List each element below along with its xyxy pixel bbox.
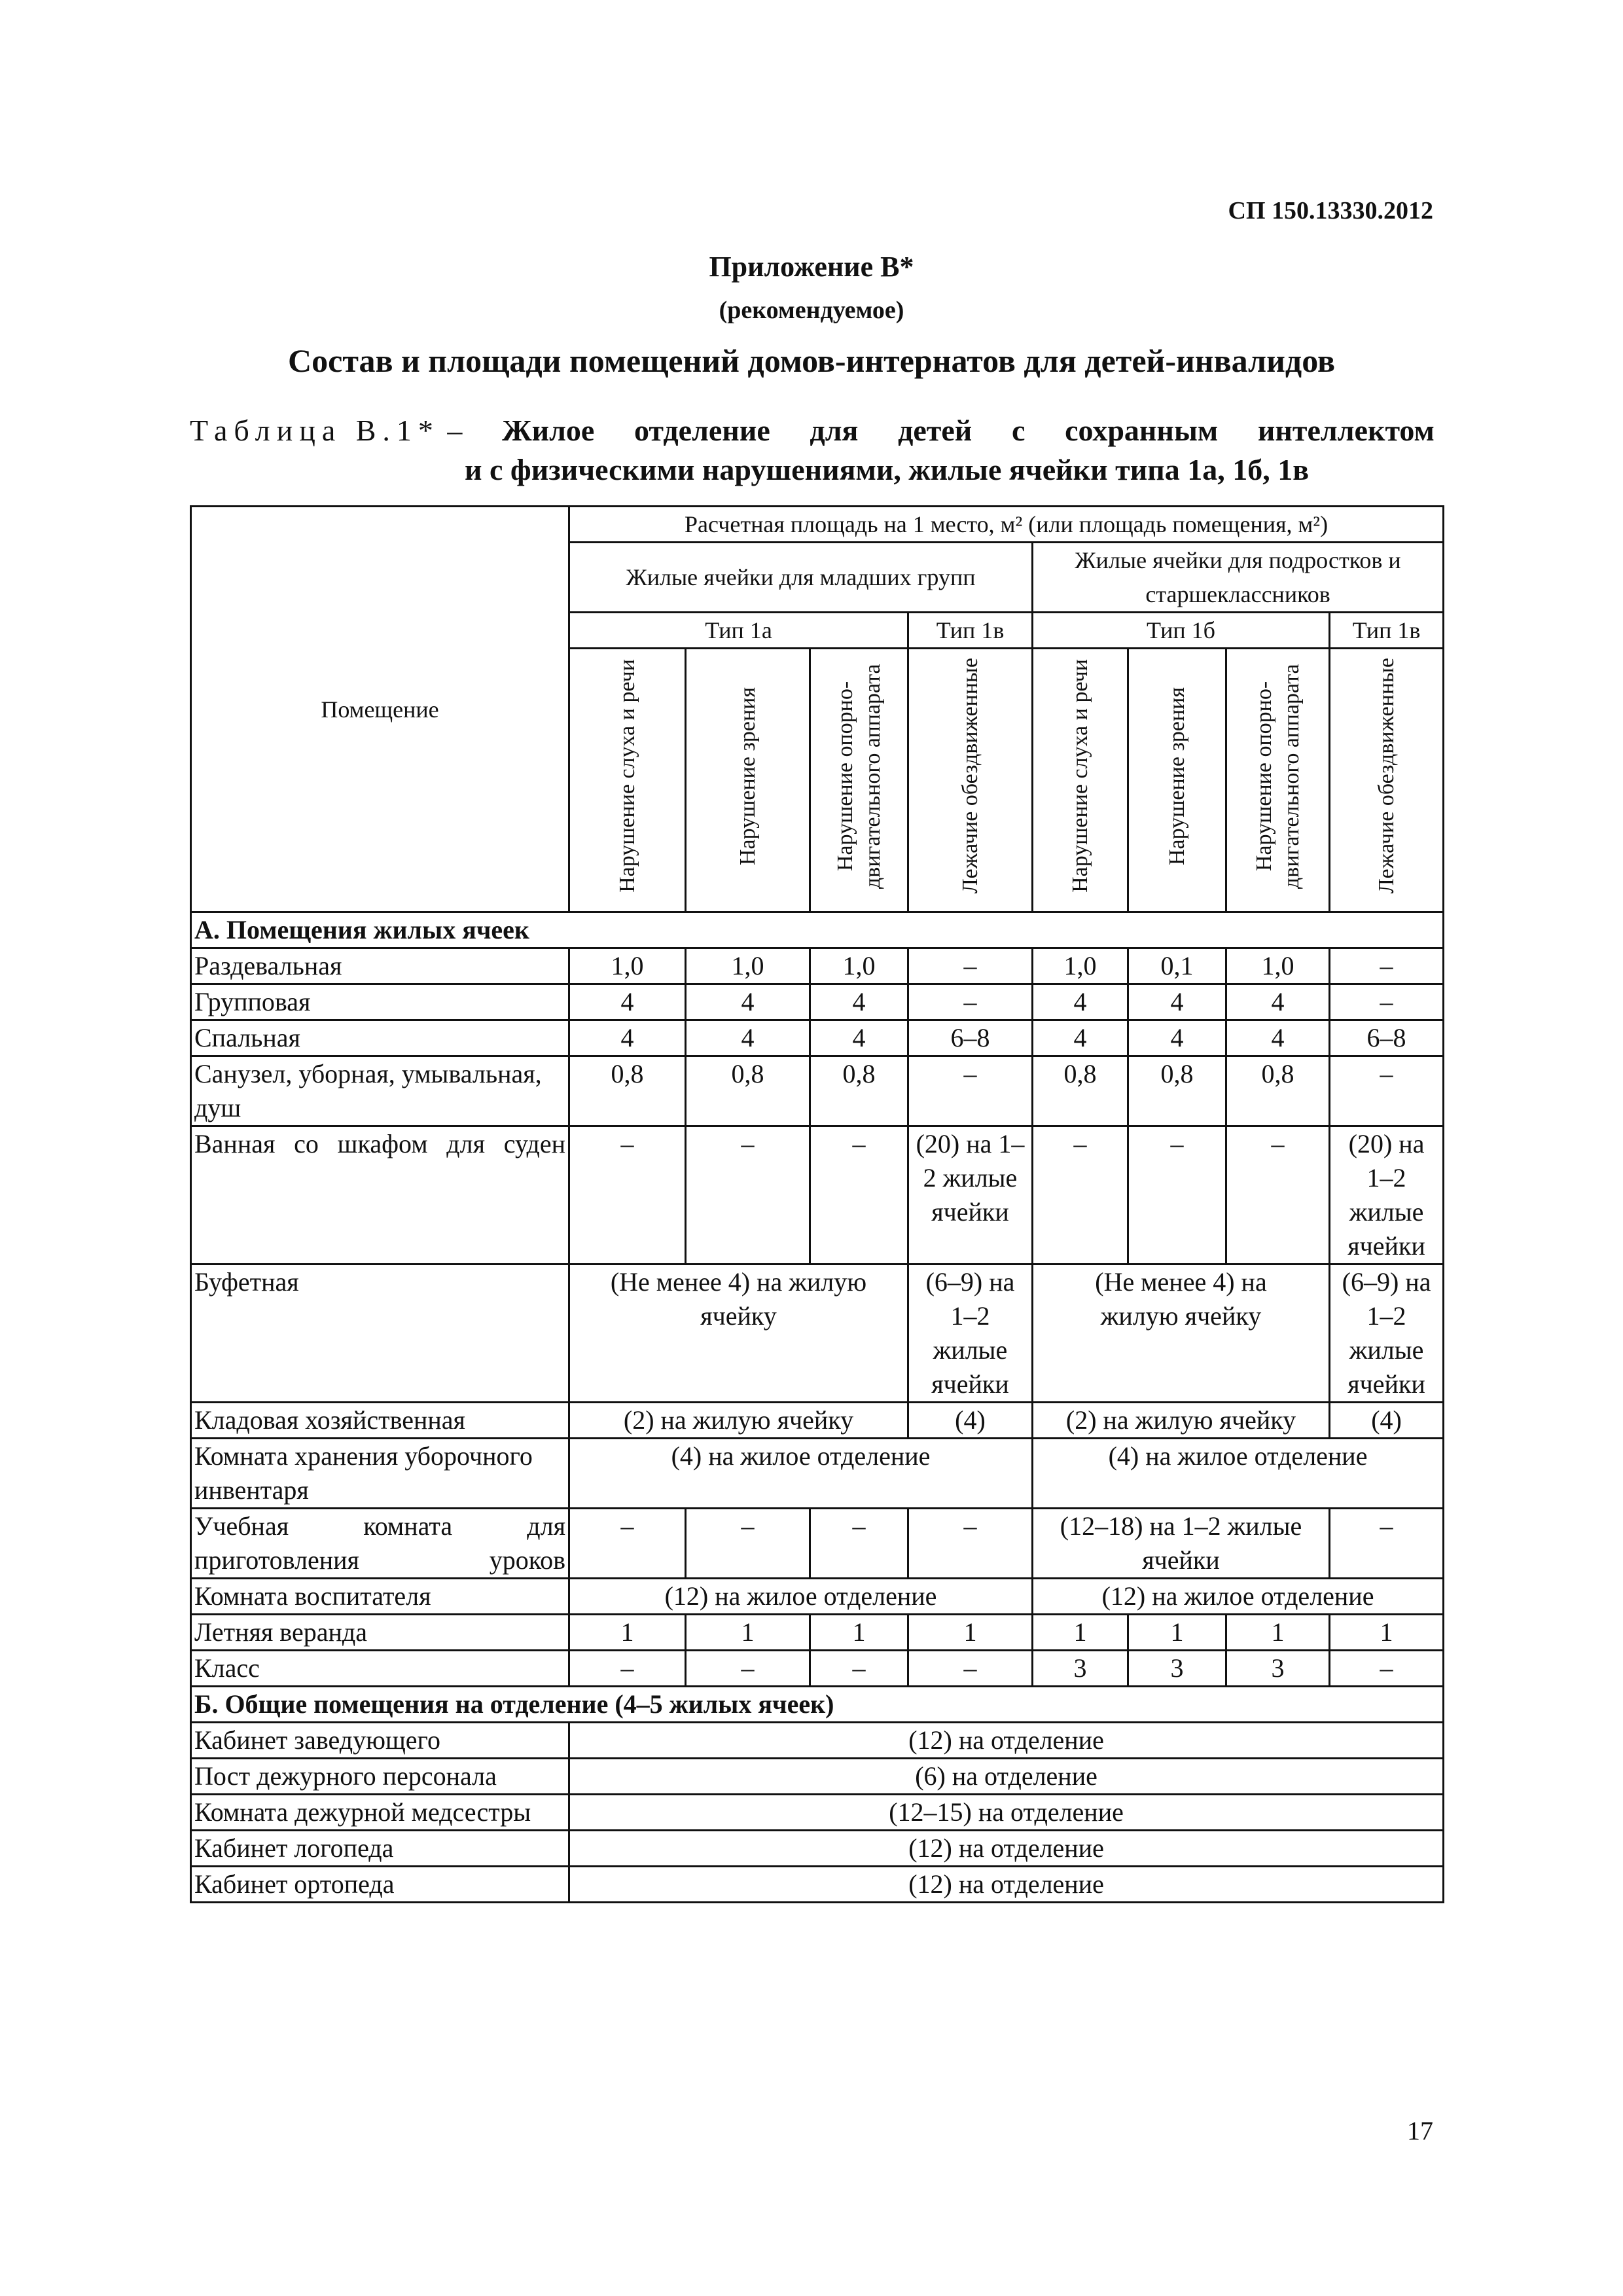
table-row	[191, 1651, 1444, 1687]
row-label: Раздевальная	[191, 948, 569, 984]
caption-word: сохранным	[1065, 414, 1219, 447]
table-cell: (2) на жилую ячейку	[1033, 1403, 1330, 1439]
table-cell: 1	[810, 1615, 908, 1651]
row-label: Учебная комната для приготовления уроков	[191, 1509, 569, 1579]
table-cell: (4) на жилое отделение	[569, 1439, 1033, 1509]
table-cell: 4	[1033, 984, 1128, 1020]
row-label: Кабинет логопеда	[191, 1831, 569, 1867]
table-cell: (12–15) на отделение	[569, 1795, 1444, 1831]
table-row	[191, 1265, 1444, 1403]
group-young-header: Жилые ячейки для младших групп	[569, 543, 1033, 613]
table-cell: –	[1330, 1509, 1444, 1579]
row-label: Кладовая хозяйственная	[191, 1403, 569, 1439]
table-row	[191, 1403, 1444, 1439]
section-a-row	[191, 912, 1444, 948]
row-label: Комната дежурной медсестры	[191, 1795, 569, 1831]
table-cell: 1,0	[1033, 948, 1128, 984]
table-cell: –	[569, 1509, 686, 1579]
table-cell: –	[686, 1126, 810, 1265]
table-cell: 1,0	[1226, 948, 1330, 984]
table-cell: 4	[1033, 1020, 1128, 1056]
table-cell: (12–18) на 1–2 жилые ячейки	[1033, 1509, 1330, 1579]
table-cell: (Не менее 4) на жилую ячейку	[569, 1265, 908, 1403]
table-cell: 6–8	[1330, 1020, 1444, 1056]
table-cell: 4	[810, 1020, 908, 1056]
table-cell: –	[1226, 1126, 1330, 1265]
room-column-header: Помещение	[191, 507, 569, 912]
caption-word: детей	[898, 414, 972, 447]
table-cell: 1,0	[810, 948, 908, 984]
table-cell: –	[569, 1651, 686, 1687]
row-label: Кабинет заведующего	[191, 1723, 569, 1759]
table-row	[191, 1615, 1444, 1651]
table-cell: 1	[908, 1615, 1033, 1651]
appendix-note: (рекомендуемое)	[719, 296, 904, 324]
table-cell: 3	[1033, 1651, 1128, 1687]
row-label: Пост дежурного персонала	[191, 1759, 569, 1795]
table-row	[191, 948, 1444, 984]
table-row	[191, 1867, 1444, 1903]
table-cell: 4	[1128, 1020, 1226, 1056]
row-label: Буфетная	[191, 1265, 569, 1403]
table-cell: 3	[1128, 1651, 1226, 1687]
main-title: Состав и площади помещений домов-интернатов для детей-инвалидов	[288, 342, 1335, 379]
table-cell: 4	[686, 1020, 810, 1056]
type-1b-header: Тип 1б	[1033, 613, 1330, 649]
table-cell: 1	[569, 1615, 686, 1651]
table-cell: –	[686, 1509, 810, 1579]
table-cell: –	[908, 984, 1033, 1020]
table-cell: –	[810, 1126, 908, 1265]
appendix-title: Приложение В*	[709, 251, 914, 283]
table-cell: 0,8	[1128, 1056, 1226, 1126]
table-cell: (2) на жилую ячейку	[569, 1403, 908, 1439]
table-cell: 1	[686, 1615, 810, 1651]
column-header: Нарушение опорно-двигательного аппарата	[810, 649, 908, 912]
column-header: Нарушение зрения	[1128, 649, 1226, 912]
table-cell: –	[810, 1651, 908, 1687]
table-cell: (12) на отделение	[569, 1831, 1444, 1867]
table-cell: –	[810, 1509, 908, 1579]
caption-word: отделение	[634, 414, 770, 447]
row-label: Кабинет ортопеда	[191, 1867, 569, 1903]
table-cell: 3	[1226, 1651, 1330, 1687]
table-cell: (4) на жилое отделение	[1033, 1439, 1444, 1509]
table-cell: (12) на отделение	[569, 1867, 1444, 1903]
table-cell: 0,1	[1128, 948, 1226, 984]
column-header: Нарушение опорно-двигательного аппарата	[1226, 649, 1330, 912]
caption-word: интеллектом	[1257, 414, 1435, 447]
caption-label: Таблица В.1* –	[190, 414, 463, 447]
table-row	[191, 1579, 1444, 1615]
row-label: Ванная со шкафом для суден	[191, 1126, 569, 1265]
caption-word: для	[810, 414, 859, 447]
table-cell: 4	[686, 984, 810, 1020]
type-1v-teen-header: Тип 1в	[1330, 613, 1444, 649]
table-row	[191, 1020, 1444, 1056]
type-1v-header: Тип 1в	[908, 613, 1033, 649]
table-cell: –	[1033, 1126, 1128, 1265]
rooms-area-table	[190, 505, 1444, 1903]
table-cell: 4	[1226, 1020, 1330, 1056]
section-b-row	[191, 1687, 1444, 1723]
table-cell: (6) на отделение	[569, 1759, 1444, 1795]
row-label: Санузел, уборная, умывальная, душ	[191, 1056, 569, 1126]
table-cell: –	[908, 1509, 1033, 1579]
row-label: Комната хранения уборочного инвентаря	[191, 1439, 569, 1509]
caption-line-1	[190, 411, 1435, 450]
table-cell: (6–9) на 1–2 жилые ячейки	[1330, 1265, 1444, 1403]
column-header: Лежачие обездвиженные	[908, 649, 1033, 912]
table-cell: –	[1330, 948, 1444, 984]
table-row	[191, 1759, 1444, 1795]
table-cell: 0,8	[1033, 1056, 1128, 1126]
table-cell: –	[569, 1126, 686, 1265]
section-a-title: А. Помещения жилых ячеек	[191, 912, 1444, 948]
column-header: Лежачие обездвиженные	[1330, 649, 1444, 912]
table-row	[191, 984, 1444, 1020]
table-cell: 0,8	[810, 1056, 908, 1126]
table-cell: –	[1330, 1651, 1444, 1687]
table-cell: –	[908, 948, 1033, 984]
table-cell: 1	[1226, 1615, 1330, 1651]
table-cell: (12) на отделение	[569, 1723, 1444, 1759]
column-header: Нарушение слуха и речи	[569, 649, 686, 912]
area-header: Расчетная площадь на 1 место, м² (или площадь помещения, м²)	[569, 507, 1444, 543]
table-cell: –	[1330, 984, 1444, 1020]
page-number: 17	[1407, 2116, 1433, 2145]
caption-word: с	[1011, 414, 1026, 447]
table-row	[191, 1723, 1444, 1759]
table-row	[191, 1509, 1444, 1579]
table-cell: –	[908, 1056, 1033, 1126]
table-cell: (4)	[1330, 1403, 1444, 1439]
section-b-title: Б. Общие помещения на отделение (4–5 жилых ячеек)	[191, 1687, 1444, 1723]
table-cell: 1	[1128, 1615, 1226, 1651]
table-cell: 0,8	[1226, 1056, 1330, 1126]
table-cell: (20) на 1–2 жилые ячейки	[908, 1126, 1033, 1265]
table-row	[191, 1126, 1444, 1265]
document-code: СП 150.13330.2012	[1228, 197, 1433, 224]
table-cell: –	[1128, 1126, 1226, 1265]
table-cell: –	[1330, 1056, 1444, 1126]
table-cell: 4	[1226, 984, 1330, 1020]
group-teen-header: Жилые ячейки для подростков и старшеклассников	[1033, 543, 1444, 613]
type-1a-header: Тип 1а	[569, 613, 908, 649]
table-row	[191, 1795, 1444, 1831]
table-cell: (12) на жилое отделение	[569, 1579, 1033, 1615]
table-cell: 4	[1128, 984, 1226, 1020]
table-cell: (6–9) на 1–2 жилые ячейки	[908, 1265, 1033, 1403]
table-cell: 1	[1330, 1615, 1444, 1651]
table-caption	[190, 411, 1435, 490]
column-header: Нарушение зрения	[686, 649, 810, 912]
table-cell: 6–8	[908, 1020, 1033, 1056]
table-cell: (4)	[908, 1403, 1033, 1439]
table-cell: 4	[810, 984, 908, 1020]
table-cell: –	[686, 1651, 810, 1687]
table-cell: 4	[569, 1020, 686, 1056]
table-row	[191, 1439, 1444, 1509]
table-cell: 1	[1033, 1615, 1128, 1651]
table-cell: 4	[569, 984, 686, 1020]
caption-line-2: и с физическими нарушениями, жилые ячейки типа 1а, 1б, 1в	[465, 453, 1310, 486]
caption-word: Жилое	[502, 414, 595, 447]
table-cell: 0,8	[569, 1056, 686, 1126]
table-cell: 0,8	[686, 1056, 810, 1126]
column-header: Нарушение слуха и речи	[1033, 649, 1128, 912]
table-cell: 1,0	[686, 948, 810, 984]
table-row	[191, 1056, 1444, 1126]
row-label: Летняя веранда	[191, 1615, 569, 1651]
table-cell: –	[908, 1651, 1033, 1687]
row-label: Комната воспитателя	[191, 1579, 569, 1615]
row-label: Спальная	[191, 1020, 569, 1056]
table-cell: (Не менее 4) на жилую ячейку	[1033, 1265, 1330, 1403]
table-row	[191, 1831, 1444, 1867]
table-cell: (12) на жилое отделение	[1033, 1579, 1444, 1615]
table-cell: (20) на 1–2 жилые ячейки	[1330, 1126, 1444, 1265]
table-cell: 1,0	[569, 948, 686, 984]
row-label: Класс	[191, 1651, 569, 1687]
row-label: Групповая	[191, 984, 569, 1020]
header-row-1	[191, 507, 1444, 543]
